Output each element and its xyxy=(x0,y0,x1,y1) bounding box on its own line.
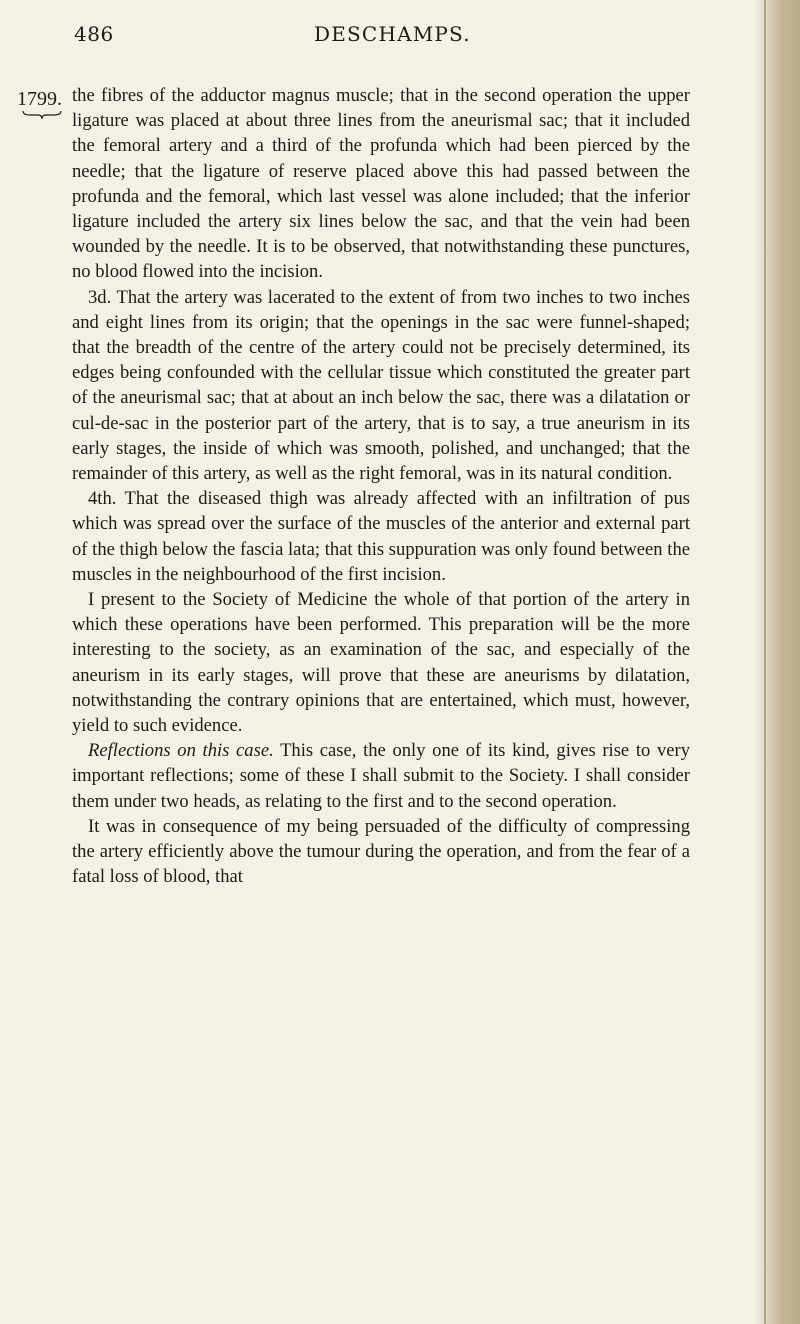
margin-year: 1799. xyxy=(17,88,62,110)
paragraph-society: I present to the Society of Medicine the whole of that portion of the artery in which these operations have been performed. This preparation will be the more interesting to the society, as an examination of the sac, and especially of the aneurism in its early stages, will prove that these are aneurisms by dilatation, notwithstanding the contrary opinions that are entertained, which must, however, yield to such evidence. xyxy=(72,589,690,737)
paragraph-continuation: the fibres of the adductor magnus muscle; that in the second operation the upper ligature was placed at about three lines from the aneurismal sac; that it included the femoral artery and a third of the profunda which had been pierced by the needle; that the ligature of reserve placed above this had passed between the profunda and the femoral, which last vessel was alone included; that the inferior ligature included the artery six lines below the sac, and that the vein had been wounded by the needle. It is to be observed, that notwithstanding these punctures, no blood flowed into the incision. xyxy=(72,85,690,283)
paragraph-3d: 3d. That the artery was lacerated to the extent of from two inches to two inches and eight lines from its origin; that the openings in the sac were funnel-shaped; that the breadth of the centre of the artery could not be precisely determined, its edges being confounded with the cellular tissue which constituted the greater part of the aneurismal sac; that at about an inch below the sac, there was a dilatation or cul-de-sac in the posterior part of the artery, that is to say, a true aneurism in its early stages, the inside of which was smooth, polished, and unchanged; that the remainder of this artery, as well as the right femoral, was in its natural condition. xyxy=(72,286,690,485)
page-header xyxy=(0,22,800,52)
body-text xyxy=(72,83,690,890)
reflections-text: This case, the only one of its kind, gives rise to very important reflections; some of these I shall submit to the Society. I shall consider them under two heads, as relating to the first and to the second operation. xyxy=(72,740,691,812)
paragraph-4th: 4th. That the diseased thigh was already affected with an infiltration of pus which was spread over the surface of the muscles of the anterior and external part of the thigh below the fascia lata; that this suppuration was only found between the muscles in the neighbourhood of the first incision. xyxy=(72,488,690,585)
paragraph-reflections xyxy=(72,738,690,814)
paragraph-consequence: It was in consequence of my being persuaded of the difficulty of compressing the artery efficiently above the tumour during the operation, and from the fear of a fatal loss of blood, that xyxy=(72,815,690,888)
reflections-heading: Reflections on this case. xyxy=(88,740,274,762)
page-number: 486 xyxy=(74,22,114,46)
running-head: DESCHAMPS. xyxy=(314,22,471,46)
page-edge-line xyxy=(764,0,766,1324)
page-edge-shading xyxy=(754,0,800,1324)
margin-brace-icon xyxy=(22,110,62,120)
